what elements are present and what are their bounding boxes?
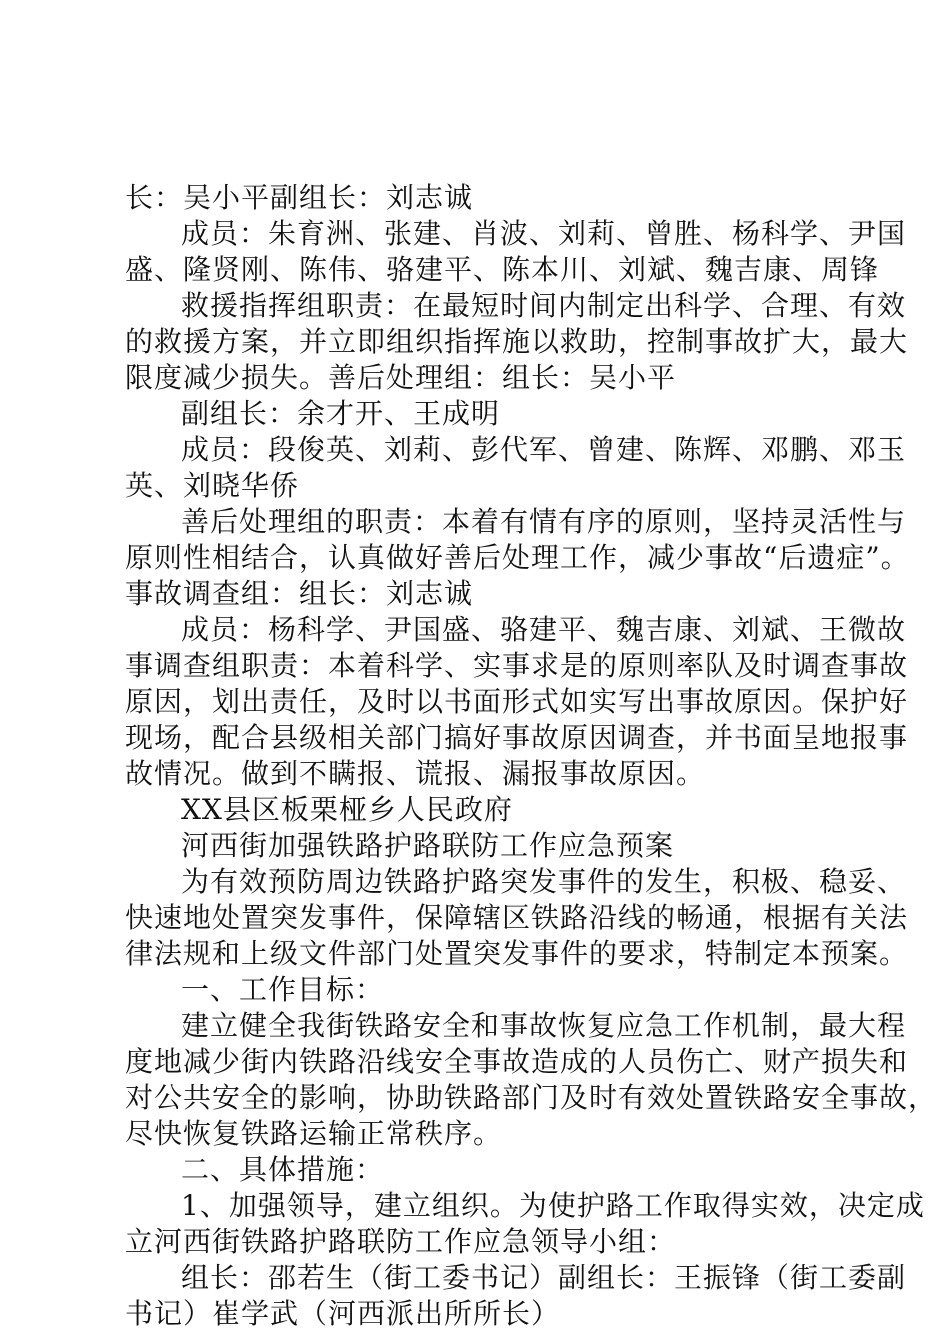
text-line: 故情况。做到不瞒报、谎报、漏报事故原因。	[125, 757, 706, 790]
text-line: 为有效预防周边铁路护路突发事件的发生，积极、稳妥、	[181, 865, 907, 898]
text-line: 成员：杨科学、尹国盛、骆建平、魏吉康、刘斌、王微故	[181, 613, 907, 646]
text-line: 事故调查组：组长：刘志诚	[125, 577, 474, 610]
text-line: 副组长：余才开、王成明	[181, 397, 501, 430]
section-heading: 一、工作目标：	[181, 973, 385, 1006]
text-line: 书记）崔学武（河西派出所所长）	[125, 1297, 561, 1330]
text-line: 原则性相结合，认真做好善后处理工作，减少事故“后遗症”。	[125, 541, 910, 574]
text-line: 快速地处置突发事件，保障辖区铁路沿线的畅通，根据有关法	[125, 901, 909, 934]
text-line: 对公共安全的影响，协助铁路部门及时有效处置铁路安全事故，	[125, 1081, 938, 1114]
text-line: 度地减少街内铁路沿线安全事故造成的人员伤亡、财产损失和	[125, 1045, 909, 1078]
text-line: 成员：段俊英、刘莉、彭代军、曾建、陈辉、邓鹏、邓玉	[181, 433, 907, 466]
text-line: 成员：朱育洲、张建、肖波、刘莉、曾胜、杨科学、尹国	[181, 217, 907, 250]
text-line: 律法规和上级文件部门处置突发事件的要求，特制定本预案。	[125, 937, 909, 970]
text-line: 建立健全我街铁路安全和事故恢复应急工作机制，最大程	[181, 1009, 907, 1042]
text-line: 原因，划出责任，及时以书面形式如实写出事故原因。保护好	[125, 685, 909, 718]
section-heading: 二、具体措施：	[181, 1153, 385, 1186]
text-line: 善后处理组的职责：本着有情有序的原则，坚持灵活性与	[181, 505, 907, 538]
text-line: 盛、隆贤刚、陈伟、骆建平、陈本川、刘斌、魏吉康、周锋	[125, 253, 880, 286]
document-title: 河西街加强铁路护路联防工作应急预案	[181, 829, 675, 862]
text-line: 尽快恢复铁路运输正常秩序。	[125, 1117, 503, 1150]
text-line: 事调查组职责：本着科学、实事求是的原则率队及时调查事故	[125, 649, 909, 682]
text-line: 限度减少损失。善后处理组：组长：吴小平	[125, 361, 677, 394]
text-line: 长：吴小平副组长：刘志诚	[125, 181, 474, 214]
issuer-line: XX县区板栗桠乡人民政府	[181, 793, 513, 826]
text-line: 现场，配合县级相关部门搞好事故原因调查，并书面呈地报事	[125, 721, 909, 754]
text-line: 英、刘晓华侨	[125, 469, 300, 502]
text-line: 1、加强领导，建立组织。为使护路工作取得实效，决定成	[181, 1189, 925, 1222]
text-line: 立河西街铁路护路联防工作应急领导小组：	[125, 1225, 677, 1258]
text-line: 救援指挥组职责：在最短时间内制定出科学、合理、有效	[181, 289, 907, 322]
text-line: 组长：邵若生（街工委书记）副组长：王振锋（街工委副	[181, 1261, 907, 1294]
text-line: 的救援方案，并立即组织指挥施以救助，控制事故扩大，最大	[125, 325, 909, 358]
